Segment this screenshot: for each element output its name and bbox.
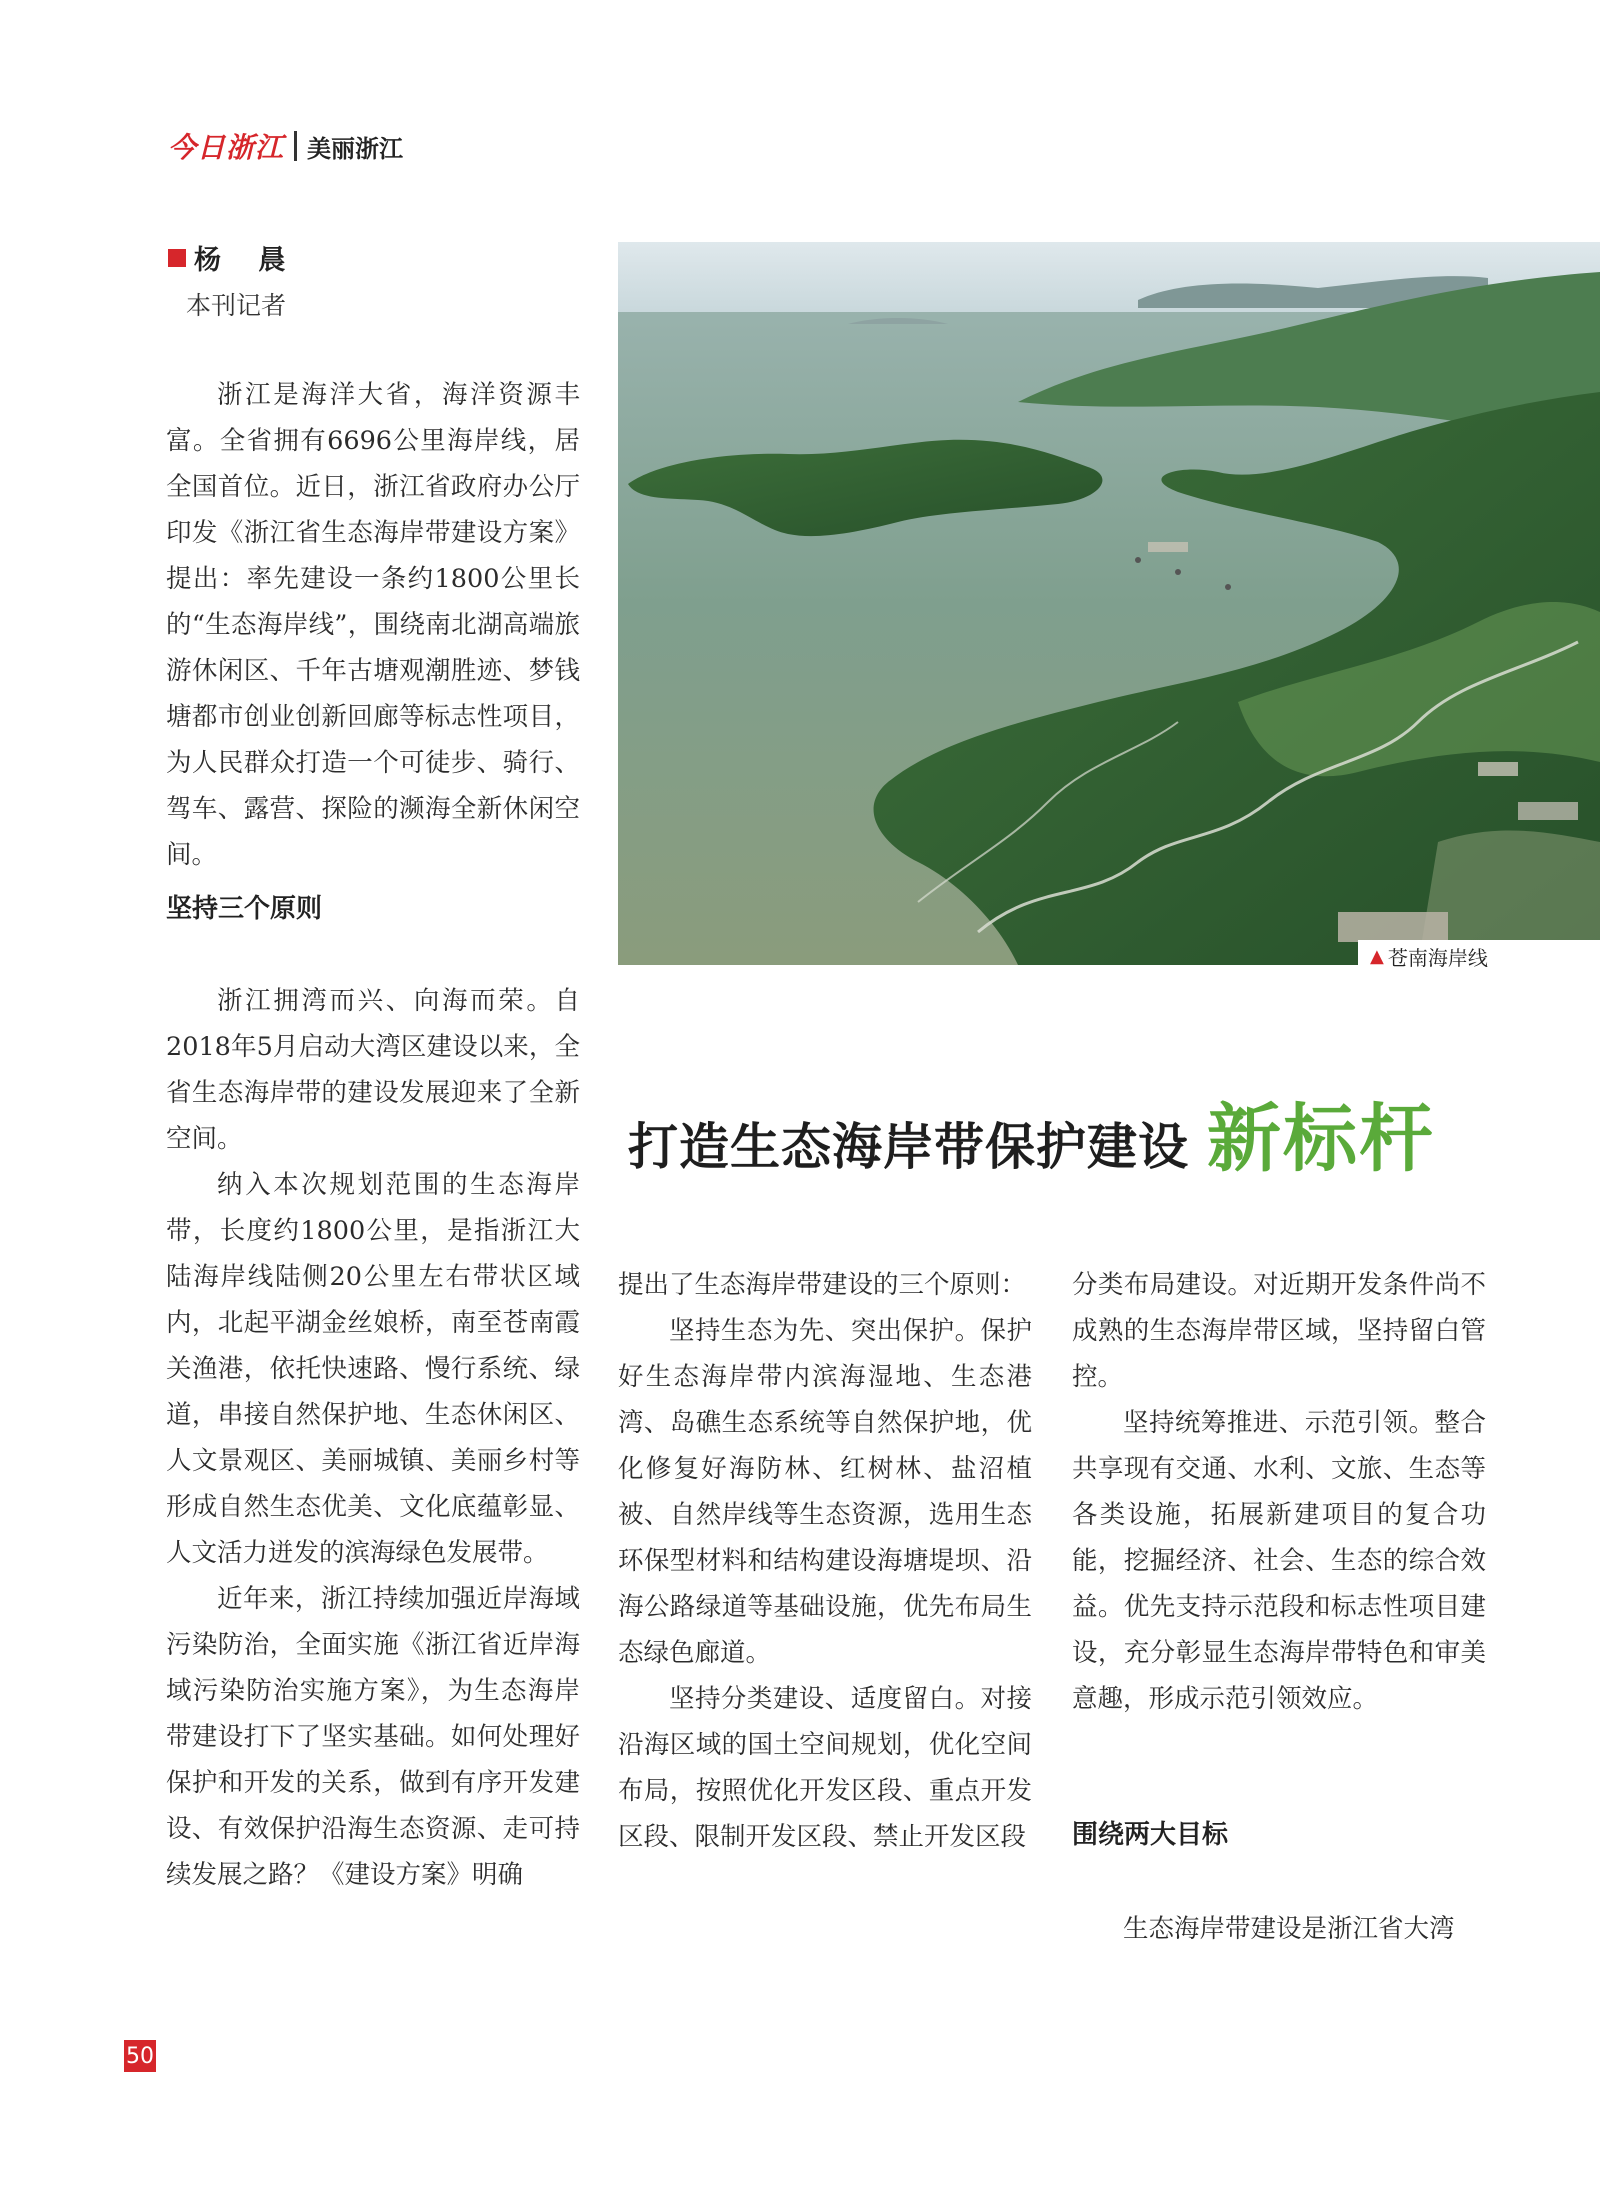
- paragraph: 浙江拥湾而兴、向海而荣。自2018年5月启动大湾区建设以来，全省生态海岸带的建设发展迎来了全新空间。: [166, 986, 580, 1154]
- column-1-body: [166, 978, 580, 1898]
- paragraph: 坚持统筹推进、示范引领。整合共享现有交通、水利、文旅、生态等各类设施，拓展新建项目的复合功能，挖掘经济、社会、生态的综合效益。优先支持示范段和标志性项目建设，充分彰显生态海岸带特色和审美意趣，形成示范引领效应。: [1072, 1408, 1486, 1714]
- paragraph: 坚持生态为先、突出保护。保护好生态海岸带内滨海湿地、生态港湾、岛礁生态系统等自然保护地，优化修复好海防林、红树林、盐沼植被、自然岸线等生态资源，选用生态环保型材料和结构建设海塘堤坝、沿海公路绿道等基础设施，优先布局生态绿色廊道。: [618, 1316, 1032, 1668]
- column-3-tail: [1072, 1906, 1486, 1952]
- coastline-photo: [618, 242, 1600, 965]
- column-2: [618, 1262, 1032, 1860]
- subhead-three-principles: 坚持三个原则: [166, 894, 323, 924]
- paragraph: 近年来，浙江持续加强近岸海域污染防治，全面实施《浙江省近岸海域污染防治实施方案》，为生态海岸带建设打下了坚实基础。如何处理好保护和开发的关系，做到有序开发建设、有效保护沿海生态资源、走可持续发展之路？《建设方案》明确: [166, 1584, 580, 1890]
- magazine-logo: 今日浙江: [168, 131, 285, 164]
- author-marker-icon: [168, 249, 186, 267]
- page-header: [168, 126, 403, 166]
- caption-text: 苍南海岸线: [1387, 945, 1488, 970]
- column-3: [1072, 1262, 1486, 1722]
- author-role: 本刊记者: [186, 291, 287, 320]
- paragraph: 生态海岸带建设是浙江省大湾: [1123, 1914, 1455, 1944]
- paragraph: 分类布局建设。对近期开发条件尚不成熟的生态海岸带区域，坚持留白管控。: [1072, 1270, 1486, 1392]
- title-accent: 新标杆: [1207, 1096, 1435, 1182]
- author-line: [168, 238, 299, 277]
- header-divider: [294, 131, 297, 161]
- coastline-image: [618, 242, 1600, 965]
- paragraph: 坚持分类建设、适度留白。对接沿海区域的国土空间规划，优化空间布局，按照优化开发区段、重点开发区段、限制开发区段、禁止开发区段: [618, 1684, 1032, 1852]
- paragraph: 提出了生态海岸带建设的三个原则：: [618, 1270, 1027, 1300]
- column-1-intro: [166, 372, 580, 878]
- subhead-two-goals: 围绕两大目标: [1072, 1820, 1229, 1850]
- page-number: 50: [124, 2040, 156, 2072]
- paragraph: 纳入本次规划范围的生态海岸带，长度约1800公里，是指浙江大陆海岸线陆侧20公里左右带状区域内，北起平湖金丝娘桥，南至苍南霞关渔港，依托快速路、慢行系统、绿道，串接自然保护地、生态休闲区、人文景观区、美丽城镇、美丽乡村等形成自然生态优美、文化底蕴彰显、人文活力迸发的滨海绿色发展带。: [166, 1170, 580, 1568]
- photo-caption: [1358, 940, 1600, 972]
- title-main: 打造生态海岸带保护建设: [628, 1117, 1189, 1176]
- intro-paragraph: 浙江是海洋大省，海洋资源丰富。全省拥有6696公里海岸线，居全国首位。近日，浙江省政府办公厅印发《浙江省生态海岸带建设方案》提出：率先建设一条约1800公里长的“生态海岸线”，围绕南北湖高端旅游休闲区、千年古塘观潮胜迹、梦钱塘都市创业创新回廊等标志性项目，为人民群众打造一个可徒步、骑行、驾车、露营、探险的濒海全新休闲空间。: [166, 380, 580, 870]
- author-name: 杨 晨: [194, 245, 300, 276]
- article-title: [628, 1080, 1435, 1186]
- section-name: 美丽浙江: [307, 134, 404, 163]
- caption-triangle-icon: ▲: [1370, 945, 1384, 967]
